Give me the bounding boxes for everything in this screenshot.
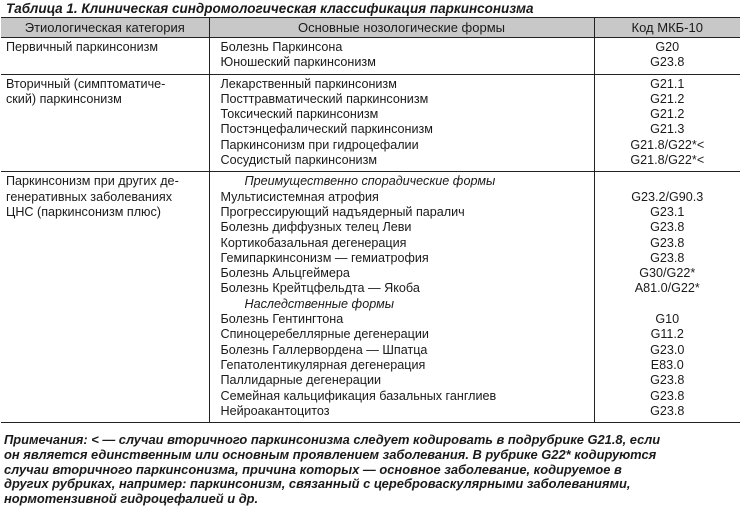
forms-cell xyxy=(209,172,594,423)
icd-code: G23.8 xyxy=(650,403,685,418)
form-item: Паркинсонизм при гидроцефалии xyxy=(220,137,419,152)
codes-cell xyxy=(594,74,740,172)
form-item: Прогрессирующий надъядерный паралич xyxy=(220,204,465,219)
code-spacer xyxy=(601,297,735,312)
form-item: Болезнь Альцгеймера xyxy=(220,266,350,281)
form-item: Болезнь Гентингтона xyxy=(220,312,344,327)
form-item: Паллидарные дегенерации xyxy=(220,373,382,388)
form-item: Токсический паркинсонизм xyxy=(220,107,379,122)
header-category: Этиологическая категория xyxy=(1,18,209,38)
icd-code: G23.8 xyxy=(650,250,685,265)
form-item: Гемипаркинсонизм — гемиатрофия xyxy=(220,250,429,265)
icd-code: G23.0 xyxy=(650,342,685,357)
form-item: Болезнь Паркинсона xyxy=(220,40,343,54)
form-item: Гепатолентикулярная дегенерация xyxy=(220,357,426,372)
icd-code: G23.8 xyxy=(650,373,685,388)
table-row xyxy=(1,74,740,172)
category-text: генеративных заболеваниях xyxy=(6,189,173,204)
icd-code: G10 xyxy=(655,312,680,327)
form-item: Постэнцефалический паркинсонизм xyxy=(220,122,433,137)
form-item: Болезнь диффузных телец Леви xyxy=(220,220,412,235)
table-row xyxy=(1,172,740,423)
icd-code: G23.8 xyxy=(650,388,685,403)
form-item: Сосудистый паркинсонизм xyxy=(220,153,377,168)
form-item: Лекарственный паркинсонизм xyxy=(220,76,397,91)
codes-cell xyxy=(594,172,740,423)
forms-cell xyxy=(209,74,594,172)
code-spacer xyxy=(601,174,735,189)
category-text: Вторичный (симптоматиче- xyxy=(6,76,166,91)
header-forms: Основные нозологические формы xyxy=(209,18,594,38)
table-note xyxy=(4,433,739,507)
form-item: Юношеский паркинсонизм xyxy=(220,55,376,70)
icd-code: G23.8 xyxy=(650,220,685,235)
category-cell xyxy=(1,38,209,75)
icd-code: A81.0/G22* xyxy=(634,281,700,296)
form-item: Кортикобазальная дегенерация xyxy=(220,235,407,250)
category-text: ЦНС (паркинсонизм плюс) xyxy=(6,204,161,219)
icd-code: G20 xyxy=(655,40,680,54)
form-item: Мультисистемная атрофия xyxy=(220,189,379,204)
note-line: он является единственным или основным проявлением заболевания. В рубрике G22* кодируются xyxy=(4,446,657,462)
category-text: Первичный паркинсонизм xyxy=(6,40,159,54)
form-item: Болезнь Галлервордена — Шпатца xyxy=(220,342,428,357)
icd-code: G30/G22* xyxy=(639,266,696,281)
icd-code: G23.8 xyxy=(650,55,685,70)
icd-code: G21.3 xyxy=(650,122,685,137)
form-item: Болезнь Крейтцфельдта — Якоба xyxy=(220,281,420,296)
table-caption: Таблица 1. Клиническая синдромологическая классификация паркинсонизма xyxy=(6,1,534,16)
category-cell xyxy=(1,74,209,172)
icd-code: G23.1 xyxy=(650,204,685,219)
forms-cell xyxy=(209,38,594,75)
icd-code: G11.2 xyxy=(650,327,684,342)
icd-code: G21.8/G22*< xyxy=(630,153,705,168)
form-item: Посттравматический паркинсонизм xyxy=(220,91,429,106)
form-item: Нейроакантоцитоз xyxy=(220,403,330,418)
icd-code: E83.0 xyxy=(650,357,684,372)
table-row xyxy=(1,38,740,75)
codes-cell xyxy=(594,38,740,75)
classification-table xyxy=(1,17,740,423)
icd-code: G21.2 xyxy=(650,107,685,122)
icd-code: G23.2/G90.3 xyxy=(631,189,704,204)
icd-code: G23.8 xyxy=(650,235,685,250)
header-code: Код МКБ-10 xyxy=(594,18,740,38)
category-cell xyxy=(1,172,209,423)
note-line: Примечания: < — случаи вторичного паркинсонизма следует кодировать в подрубрике G21.8, если xyxy=(4,432,661,447)
icd-code: G21.2 xyxy=(650,91,685,106)
form-item: Семейная кальцификация базальных ганглиев xyxy=(220,388,497,403)
form-item: Спиноцеребеллярные дегенерации xyxy=(220,327,429,342)
category-text: Паркинсонизм при других де- xyxy=(6,174,179,189)
note-line: нормотензивной гидроцефалией и др. xyxy=(4,491,259,507)
note-line: других рубриках, например: паркинсонизм, связанный с цереброваскулярными заболеваниями, xyxy=(4,476,631,492)
category-text: ский) паркинсонизм xyxy=(6,91,122,106)
icd-code: G21.8/G22*< xyxy=(630,137,705,152)
subheading-hereditary: Наследственные формы xyxy=(244,296,394,311)
icd-code: G21.1 xyxy=(650,76,685,91)
note-line: случаи вторичного паркинсонизма, причина которых — основное заболевание, кодируемое в xyxy=(4,461,622,477)
subheading-sporadic: Преимущественно спорадические формы xyxy=(244,174,496,189)
header-row xyxy=(1,18,740,38)
